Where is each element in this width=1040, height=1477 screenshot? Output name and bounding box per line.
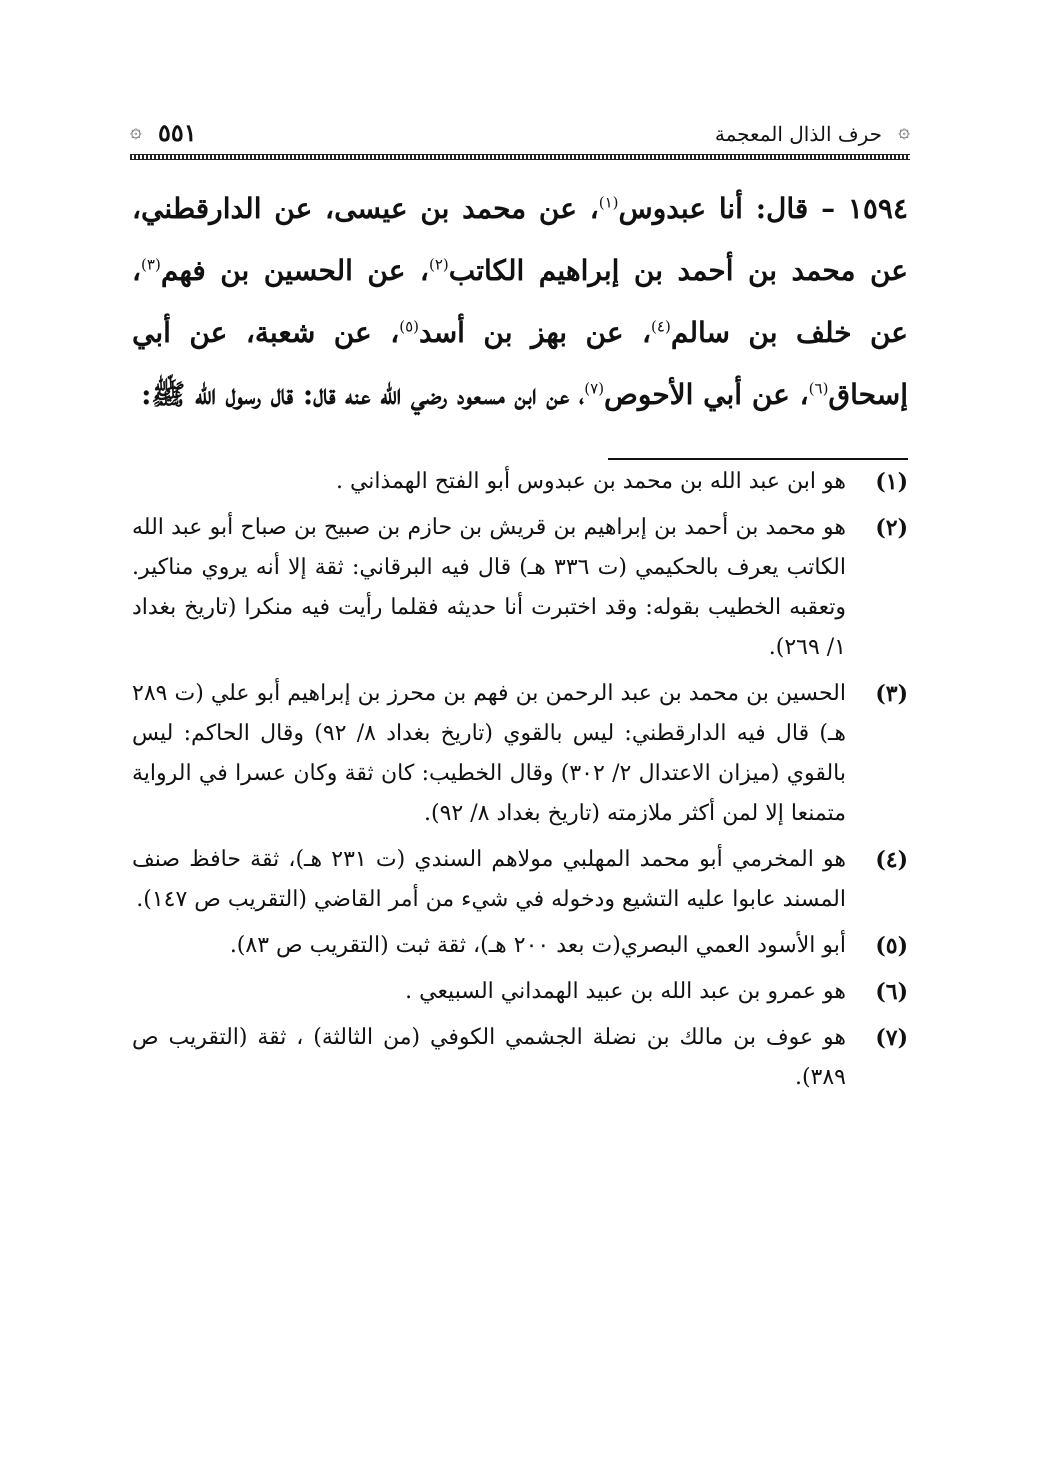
footnote-text: هو عمرو بن عبد الله بن عبيد الهمداني السبيعي . <box>405 979 846 1004</box>
running-header <box>130 118 910 156</box>
text-segment: ، عن خلف بن سالم <box>132 254 909 349</box>
footnote-text: أبو الأسود العمي البصري(ت بعد ٢٠٠ هـ)، ثقة ثبت (التقريب ص ٨٣). <box>229 933 846 958</box>
footnote <box>132 674 908 834</box>
ornament-icon: ۞ <box>898 118 910 142</box>
footnote-number: (٢) <box>875 515 908 541</box>
footnote-number: (٥) <box>875 933 908 959</box>
chapter-title: حرف الذال المعجمة <box>714 122 882 146</box>
footnote <box>132 508 908 668</box>
footnote-separator <box>608 458 908 460</box>
footnote-ref: (٧) <box>584 379 605 398</box>
footnote-ref: (٤) <box>651 317 671 336</box>
text-segment: ، عن محمد بن عيسى، عن الدارقطني، عن محمد بن أحمد بن إبراهيم الكاتب <box>132 192 908 287</box>
footnote-text: هو عوف بن مالك بن نضلة الجشمي الكوفي (من الثالثة) ، ثقة (التقريب ص ٣٨٩). <box>132 1025 846 1090</box>
page-number: ٥٥١ <box>158 118 197 147</box>
text-segment: ، عن ابن مسعود رضي الله عنه قال: قال رسول الله ﷺ: <box>141 378 585 411</box>
text-segment: ١٥٩٤ – قال: أنا عبدوس <box>618 192 908 225</box>
footnote-number: (١) <box>875 469 908 495</box>
footnote-number: (٦) <box>875 979 908 1005</box>
footnote-ref: (٣) <box>141 255 161 274</box>
ornament-icon: ۞ <box>130 118 142 142</box>
footnote-number: (٤) <box>875 847 908 873</box>
footnote-text: هو محمد بن أحمد بن إبراهيم بن قريش بن حازم بن صبيح بن صباح أبو عبد الله الكاتب يعرف بالحكيمي (ت ٣٣٦ هـ) قال فيه البرقاني: ثقة إلا أنه يروي مناكير. وتعقبه الخطيب بقوله: وقد اختبرت أنا حديثه فقلما رأيت فيه منكرا (تاريخ بغداد ١/ ٢٦٩). <box>132 515 846 660</box>
header-rule <box>130 154 910 160</box>
footnotes <box>132 462 908 1104</box>
footnote-ref: (١) <box>598 193 619 212</box>
text-segment: ، عن أبي الأحوص <box>604 378 809 411</box>
footnote-ref: (٥) <box>399 317 420 336</box>
footnote <box>132 972 908 1012</box>
footnote <box>132 926 908 966</box>
footnote-ref: (٦) <box>808 379 829 398</box>
footnote-number: (٧) <box>875 1025 908 1051</box>
footnote-text: هو المخرمي أبو محمد المهلبي مولاهم السندي (ت ٢٣١ هـ)، ثقة حافظ صنف المسند عابوا عليه التشيع ودخوله في شيء من أمر القاضي (التقريب ص ١٤٧). <box>132 847 847 912</box>
footnote-ref: (٢) <box>428 255 449 274</box>
footnote-text: الحسين بن محمد بن عبد الرحمن بن فهم بن محرز بن إبراهيم أبو علي (ت ٢٨٩ هـ) قال فيه الدارقطني: ليس بالقوي (تاريخ بغداد ٨/ ٩٢) وقال الحاكم: ليس بالقوي (ميزان الاعتدال ٢/ ٣٠٢) وقال الخطيب: كان ثقة وكان عسرا في الرواية متمنعا إلا لمن أكثر ملازمته (تاريخ بغداد ٨/ ٩٢). <box>132 681 847 826</box>
text-segment: ، عن بهز بن أسد <box>419 316 652 349</box>
footnote <box>132 462 908 502</box>
hadith-paragraph <box>132 178 908 426</box>
footnote <box>132 1018 908 1098</box>
text-segment: ، عن شعبة، عن أبي إسحاق <box>132 316 908 411</box>
footnote-text: هو ابن عبد الله بن محمد بن عبدوس أبو الفتح الهمذاني . <box>335 469 846 494</box>
footnote-number: (٣) <box>875 681 908 707</box>
footnote <box>132 840 908 920</box>
text-segment: ، عن الحسين بن فهم <box>160 254 429 287</box>
hadith-text <box>132 178 908 426</box>
